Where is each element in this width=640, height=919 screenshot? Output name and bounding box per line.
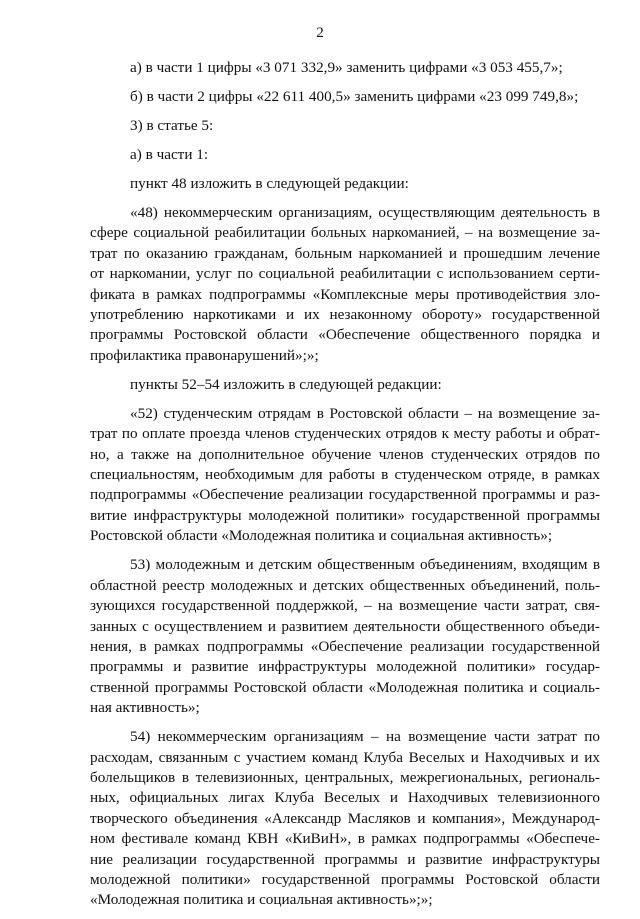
paragraph-point-52 [90,404,600,547]
paragraph-line: занных с осуществлением и развитием деятельности общественного объеди- [90,617,600,635]
paragraph-line: но, а также на дополнительное обучение членов студенческих отрядов по [90,445,600,463]
paragraph-line: употреблению наркотиками и их незаконному обороту» государственной [90,306,600,324]
amendment-item-article5: 3) в статье 5: [130,117,214,134]
paragraph-line: Ростовской области «Молодежная политика и социальная активность»; [90,527,553,545]
paragraph-line: ных, официальных лигах Клуба Веселых и Находчивых телевизионного [90,789,600,807]
paragraph-line: трат по оплате проезда членов студенческих отрядов к месту работы и обрат- [90,425,600,443]
paragraph-line: 53) молодежным и детским общественным объединениям, входящим в [130,556,600,574]
amendment-item-b-part2: б) в части 2 цифры «22 611 400,5» заменить цифрами «23 099 749,8»; [130,88,579,105]
paragraph-line: ном фестивале команд КВН «КиВиН», в рамках подпрограммы «Обеспече- [90,830,600,848]
paragraph-line: витие инфраструктуры молодежной политики» государственной программы [90,506,600,524]
amendment-item-a-part1: а) в части 1 цифры «3 071 332,9» заменить цифрами «3 053 455,7»; [130,59,563,76]
paragraph-line: от наркомании, услуг по социальной реабилитации с использованием серти- [90,265,600,283]
paragraph-line: фиката в рамках подпрограммы «Комплексные меры противодействия зло- [90,285,600,303]
paragraph-point-54 [90,727,600,911]
paragraph-line: 54) некоммерческим организациям – на возмещение части затрат по [130,728,600,746]
amendment-intro-points-52-54: пункты 52–54 изложить в следующей редакции: [130,375,442,393]
paragraph-line: подпрограммы «Обеспечение реализации государственной программы и раз- [90,486,600,504]
paragraph-line: ственной программы Ростовской области «Молодежная политика и социаль- [90,678,600,696]
amendment-intro-point48: пункт 48 изложить в следующей редакции: [130,175,409,192]
paragraph-line: «52) студенческим отрядам в Ростовской области – на возмещение за- [130,404,600,422]
paragraph-line: ние реализации государственной программы и развитие инфраструктуры [90,850,600,868]
paragraph-line: нения, в рамках подпрограммы «Обеспечение реализации государственной [90,637,600,655]
document-body [90,58,600,919]
paragraph-line: зующихся государственной поддержкой, – на возмещение части затрат, свя- [90,597,600,615]
amendment-item-a-part1-article5: а) в части 1: [130,146,209,163]
paragraph-line: молодежной политики» государственной программы Ростовской области [90,870,600,888]
paragraph-line: специальностям, необходимым для работы в студенческом отряде, в рамках [90,466,600,484]
paragraph-line: трат по оказанию гражданам, больным наркоманией и прошедшим лечение [90,244,600,262]
paragraph-line: «48) некоммерческим организациям, осуществляющим деятельность в [130,204,600,221]
paragraph-line: «Молодежная политика и социальная активность»;»; [90,891,433,909]
page-number: 2 [316,24,324,41]
paragraph-line: расходам, связанным с участием команд Клуба Веселых и Находчивых и их [90,748,600,766]
paragraph-line: болельщиков в телевизионных, центральных, межрегиональных, региональ- [90,768,600,786]
paragraph-line: сфере социальной реабилитации больных наркоманией, – на возмещение за- [90,224,600,242]
paragraph-line: творческого объединения «Александр Масляков и компания», Международ- [90,809,600,827]
paragraph-line: профилактика правонарушений»;»; [90,346,319,364]
paragraph-point-53 [90,555,600,718]
paragraph-line: программы и развитие инфраструктуры молодежной политики» государ- [90,658,600,676]
paragraph-point-48 [90,203,600,366]
paragraph-line: ная активность»; [90,699,200,717]
paragraph-line: программы Ростовской области «Обеспечение общественного порядка и [90,326,600,344]
paragraph-line: областной реестр молодежных и детских общественных объединений, поль- [90,576,600,594]
